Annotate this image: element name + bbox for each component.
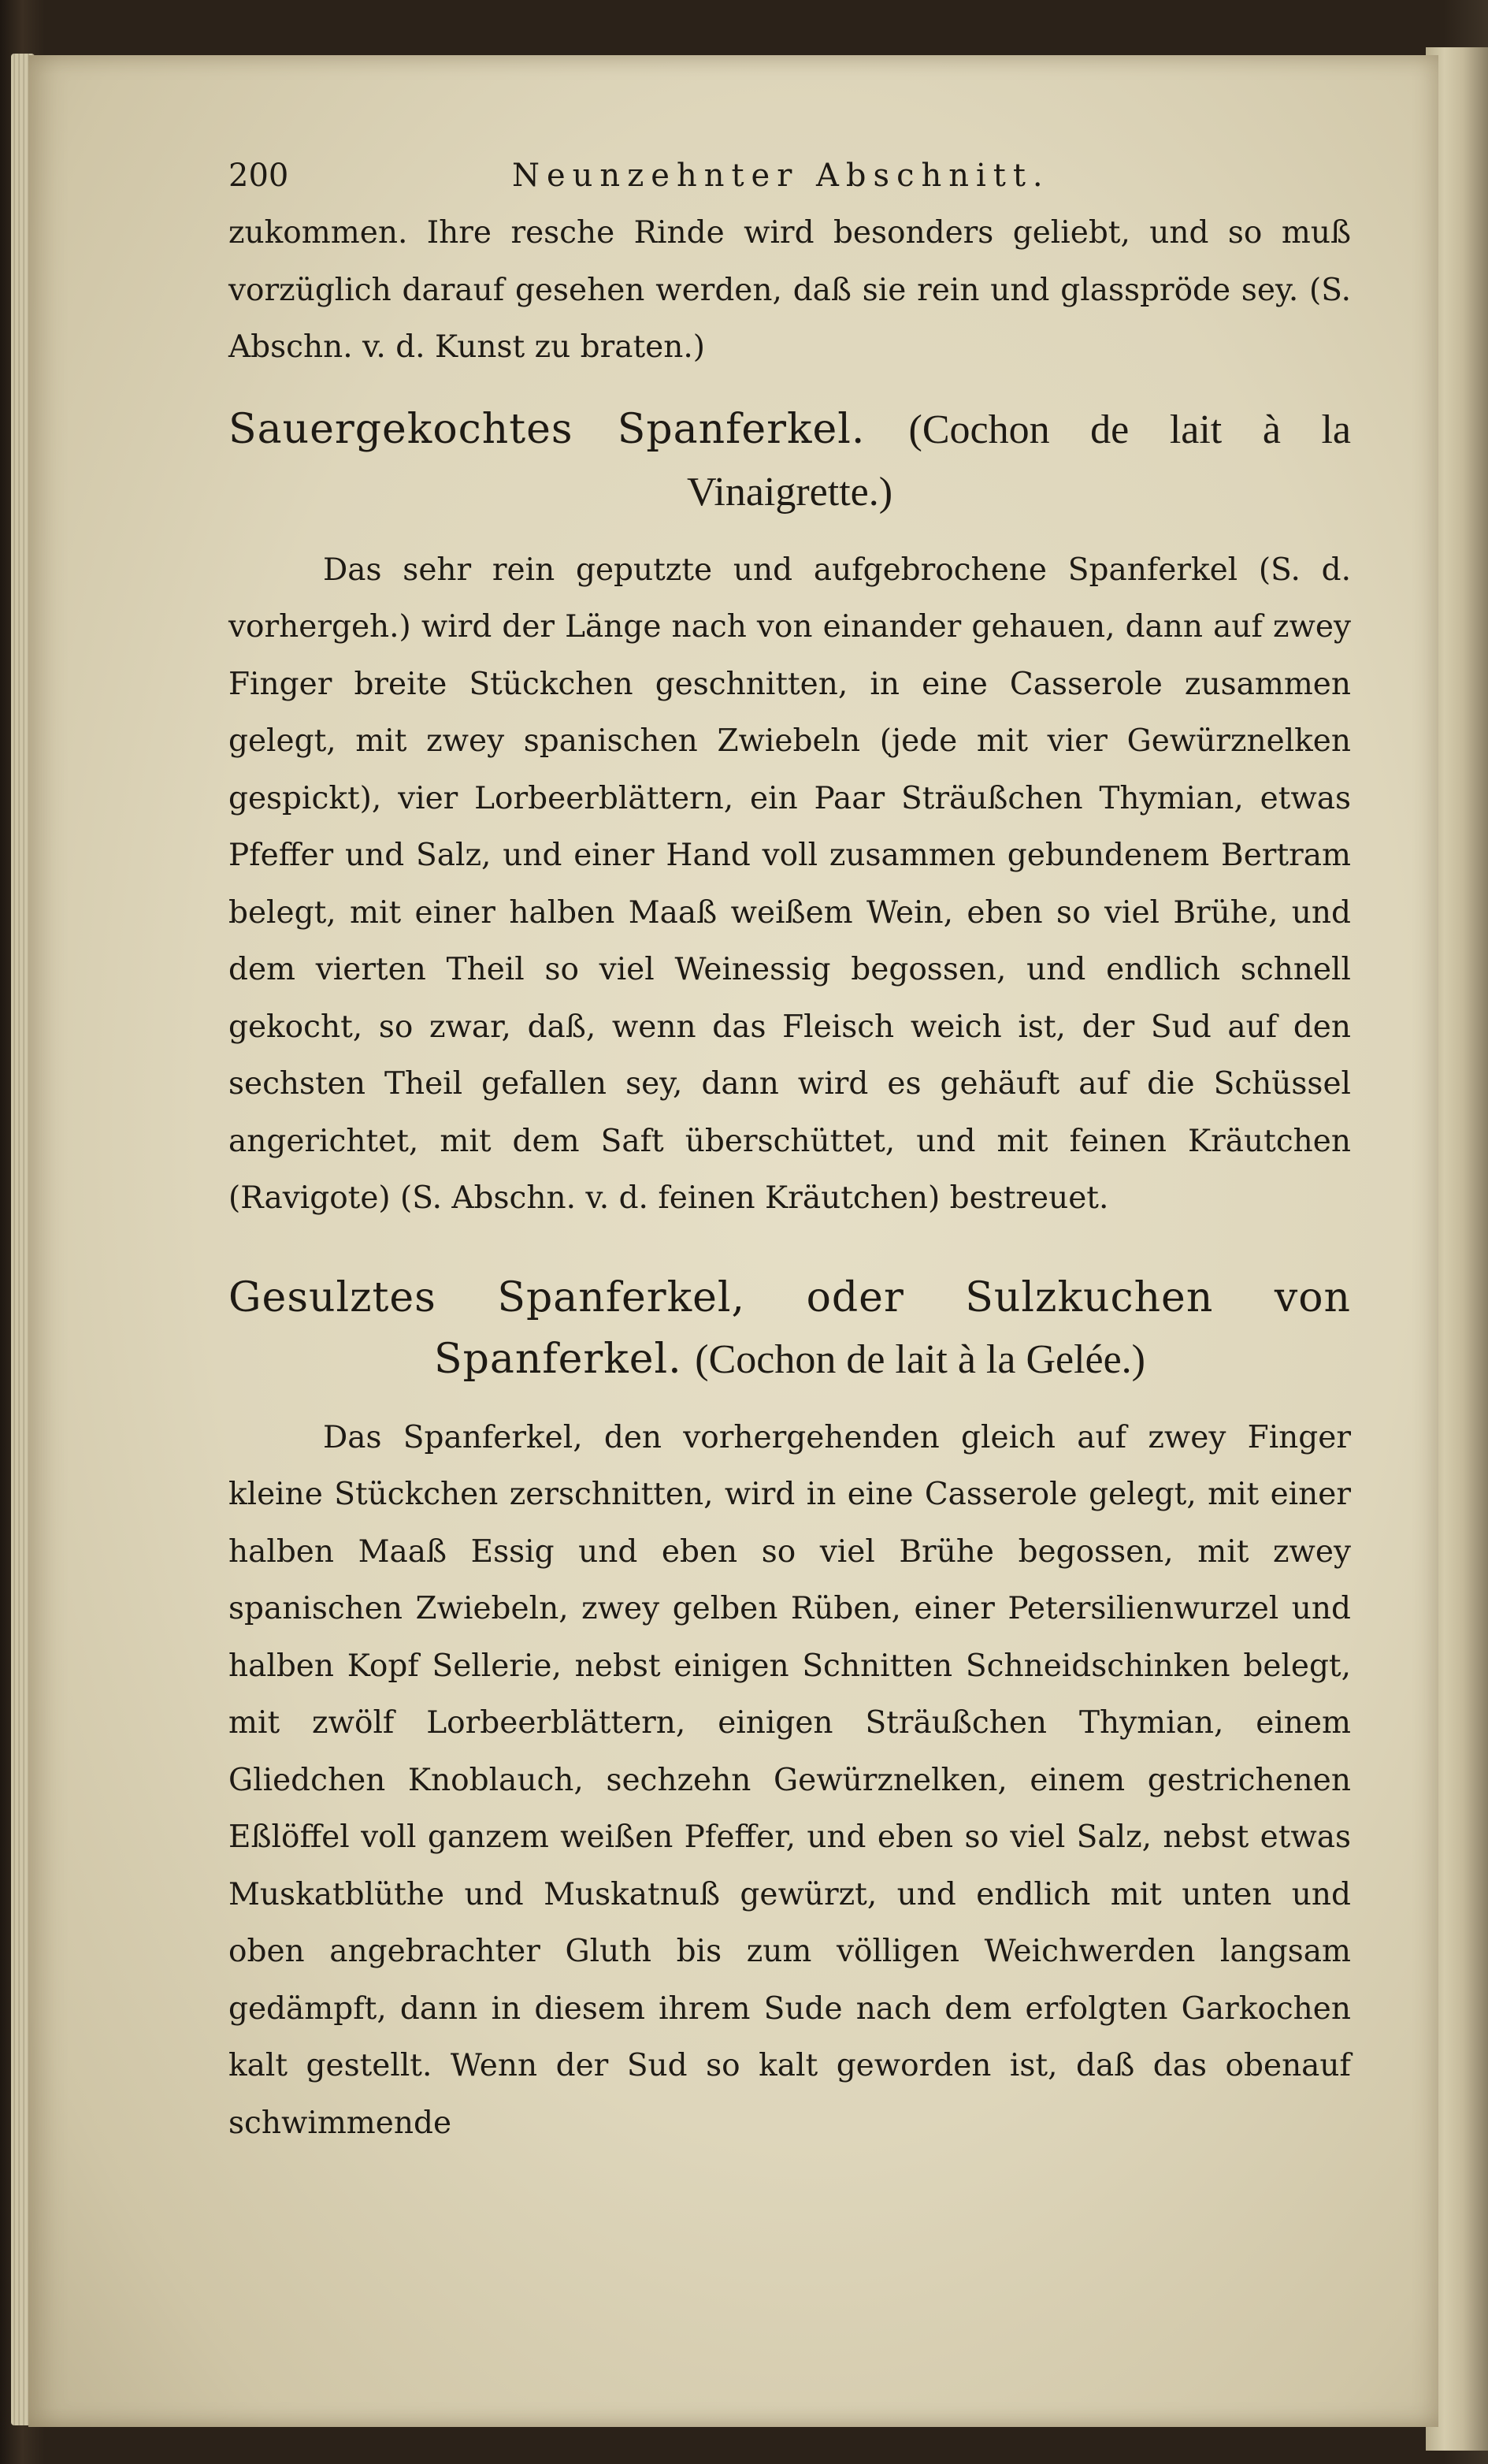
running-title: Neunzehnter Abschnitt. — [512, 158, 1050, 194]
recipe-title: Gesulztes Spanferkel, oder Sulzkuchen von Spanferkel. — [228, 1273, 1351, 1383]
continued-paragraph: zukommen. Ihre resche Rinde wird besonders geliebt, und so muß vorzüglich darauf gesehen werden, daß sie rein und glasspröde sey. (S. Abschn. v. d. Kunst zu braten.) — [228, 215, 1351, 365]
recipe-heading-sauergekochtes — [228, 399, 1351, 523]
page-header — [228, 150, 1351, 205]
recipe-heading-gesulztes — [228, 1267, 1351, 1391]
page-content — [228, 150, 1351, 2152]
recipe-title: Sauergekochtes Spanferkel. — [228, 405, 866, 453]
recipe-paragraph: Das Spanferkel, den vorhergehenden gleich auf zwey Finger kleine Stückchen zerschnitten, wird in eine Casserole gelegt, mit einer halben Maaß Essig und eben so viel Brühe begossen, mit zwey spanischen Zwiebeln, zwey gelben Rüben, einer Petersilienwurzel und halben Kopf Sellerie, nebst einigen Schnitten Schneidschinken belegt, mit zwölf Lorbeerblättern, einigen Sträußchen Thymian, einem Gliedchen Knoblauch, sechzehn Gewürznelken, einem gestrichenen Eßlöffel voll ganzem weißen Pfeffer, und eben so viel Salz, nebst etwas Muskatblüthe und Muskatnuß gewürzt, und endlich mit unten und oben angebrachter Gluth bis zum völligen Weichwerden langsam gedämpft, dann in diesem ihrem Sude nach dem erfolgten Garkochen kalt gestellt. Wenn der Sud so kalt geworden ist, daß das obenauf schwimmende — [228, 1419, 1351, 2141]
recipe-paragraph: Das sehr rein geputzte und aufgebrochene Spanferkel (S. d. vorhergeh.) wird der Länge nach von einander gehauen, dann auf zwey Finger breite Stückchen geschnitten, in eine Casserole zusammen gelegt, mit zwey spanischen Zwiebeln (jede mit vier Gewürznelken gespickt), vier Lorbeerblättern, ein Paar Sträußchen Thymian, etwas Pfeffer und Salz, und einer Hand voll zusammen gebundenem Bertram belegt, mit einer halben Maaß weißem Wein, eben so viel Brühe, und dem vierten Theil so viel Weinessig begossen, und endlich schnell gekocht, so zwar, daß, wenn das Fleisch weich ist, der Sud auf den sechsten Theil gefallen sey, dann wird es gehäuft auf die Schüssel angerichtet, mit dem Saft überschüttet, und mit feinen Kräutchen (Ravigote) (S. Abschn. v. d. feinen Kräutchen) bestreuet. — [228, 552, 1351, 1216]
recipe-title-french: (Cochon de lait à la Gelée.) — [695, 1336, 1145, 1382]
page-number: 200 — [228, 158, 289, 194]
recipe-title-french: (Cochon de lait à la Vinaigrette.) — [686, 407, 1352, 515]
